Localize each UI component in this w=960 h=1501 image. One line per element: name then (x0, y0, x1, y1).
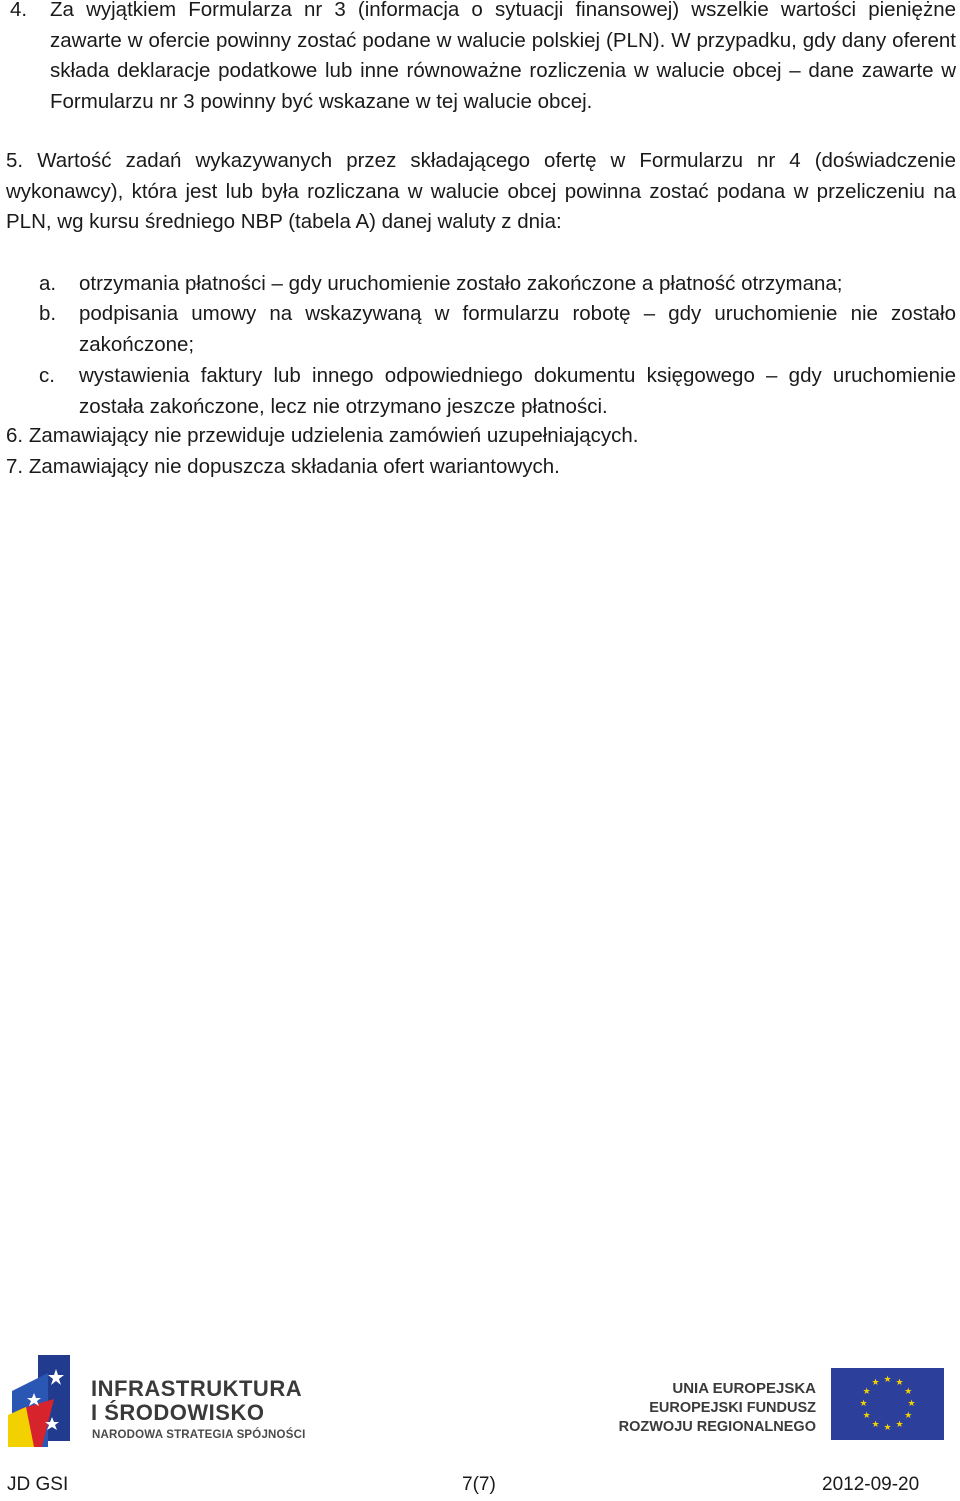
eu-flag-icon (831, 1368, 944, 1440)
eu-logo-line3: ROZWOJU REGIONALNEGO (618, 1419, 816, 1435)
list-item-5 (6, 146, 956, 238)
item-number: 4. (10, 0, 28, 21)
logo-title-line1: INFRASTRUKTURA (91, 1376, 303, 1401)
list-item-6 (6, 421, 956, 452)
cohesion-strategy-logo-icon (8, 1355, 78, 1447)
item-text: Za wyjątkiem Formularza nr 3 (informacja o sytuacji finansowej) wszelkie wartości pieniężne zawarte w ofercie powinny zostać podane w walucie polskiej (PLN). W przypadku, gdy dany oferent składa deklaracje podatkowe lub inne równoważne rozliczenia w walucie obcej – dane zawarte w Formularzu nr 3 powinny być wskazane w tej walucie obcej. (50, 0, 956, 113)
sub-item-c (39, 361, 956, 422)
footer-page-number: 7(7) (462, 1474, 496, 1495)
svg-text:★: ★ (862, 1411, 871, 1421)
eu-logo-line1: UNIA EUROPEJSKA (672, 1380, 816, 1397)
svg-text:★: ★ (883, 1423, 892, 1433)
item-number: 5. (6, 149, 24, 172)
item-number: 7. (6, 455, 24, 478)
list-item-7 (6, 452, 956, 483)
sub-item-text: podpisania umowy na wskazywaną w formularzu robotę – gdy uruchomienie nie zostało zakończone; (79, 302, 956, 356)
eu-fund-logo (618, 1368, 944, 1440)
sub-item-letter: c. (39, 364, 55, 387)
footer-date: 2012-09-20 (822, 1474, 920, 1495)
sub-item-letter: a. (39, 272, 57, 295)
sub-item-b (39, 299, 956, 360)
list-item-4 (10, 0, 956, 117)
svg-text:★: ★ (871, 1378, 880, 1389)
sub-item-a (39, 269, 956, 300)
logo-subtitle: NARODOWA STRATEGIA SPÓJNOŚCI (92, 1429, 306, 1441)
sub-item-text: wystawienia faktury lub innego odpowiedniego dokumentu księgowego – gdy uruchomienie została zakończone, lecz nie otrzymano jeszcze płatności. (79, 364, 956, 418)
infrastruktura-logo (8, 1355, 306, 1447)
svg-text:★: ★ (871, 1419, 880, 1430)
item-text (6, 146, 956, 238)
svg-text:★: ★ (904, 1411, 913, 1421)
svg-text:★: ★ (907, 1399, 916, 1409)
svg-text:★: ★ (862, 1387, 871, 1397)
eu-logo-line2: EUROPEJSKI FUNDUSZ (649, 1400, 816, 1416)
footer-left: JD GSI (7, 1474, 69, 1495)
svg-text:★: ★ (904, 1387, 913, 1397)
svg-text:★: ★ (895, 1419, 904, 1430)
item-body: Zamawiający nie dopuszcza składania ofert wariantowych. (28, 455, 560, 478)
item-text (6, 421, 956, 452)
sub-item-text: otrzymania płatności – gdy uruchomienie zostało zakończone a płatność otrzymana; (79, 272, 843, 295)
svg-text:★: ★ (883, 1375, 892, 1385)
svg-text:★: ★ (895, 1378, 904, 1389)
item-body: Wartość zadań wykazywanych przez składającego ofertę w Formularzu nr 4 (doświadczenie wykonawcy), która jest lub była rozliczana w walucie obcej powinna zostać podana w przeliczeniu na PLN, wg kursu średniego NBP (tabela A) danej waluty z dnia: (6, 149, 956, 234)
item-body: Zamawiający nie przewiduje udzielenia zamówień uzupełniających. (28, 424, 639, 447)
svg-text:★: ★ (859, 1399, 868, 1409)
sub-item-letter: b. (39, 302, 57, 325)
logo-title-line2: I ŚRODOWISKO (91, 1400, 265, 1425)
item-number: 6. (6, 424, 24, 447)
item-text (6, 452, 956, 483)
